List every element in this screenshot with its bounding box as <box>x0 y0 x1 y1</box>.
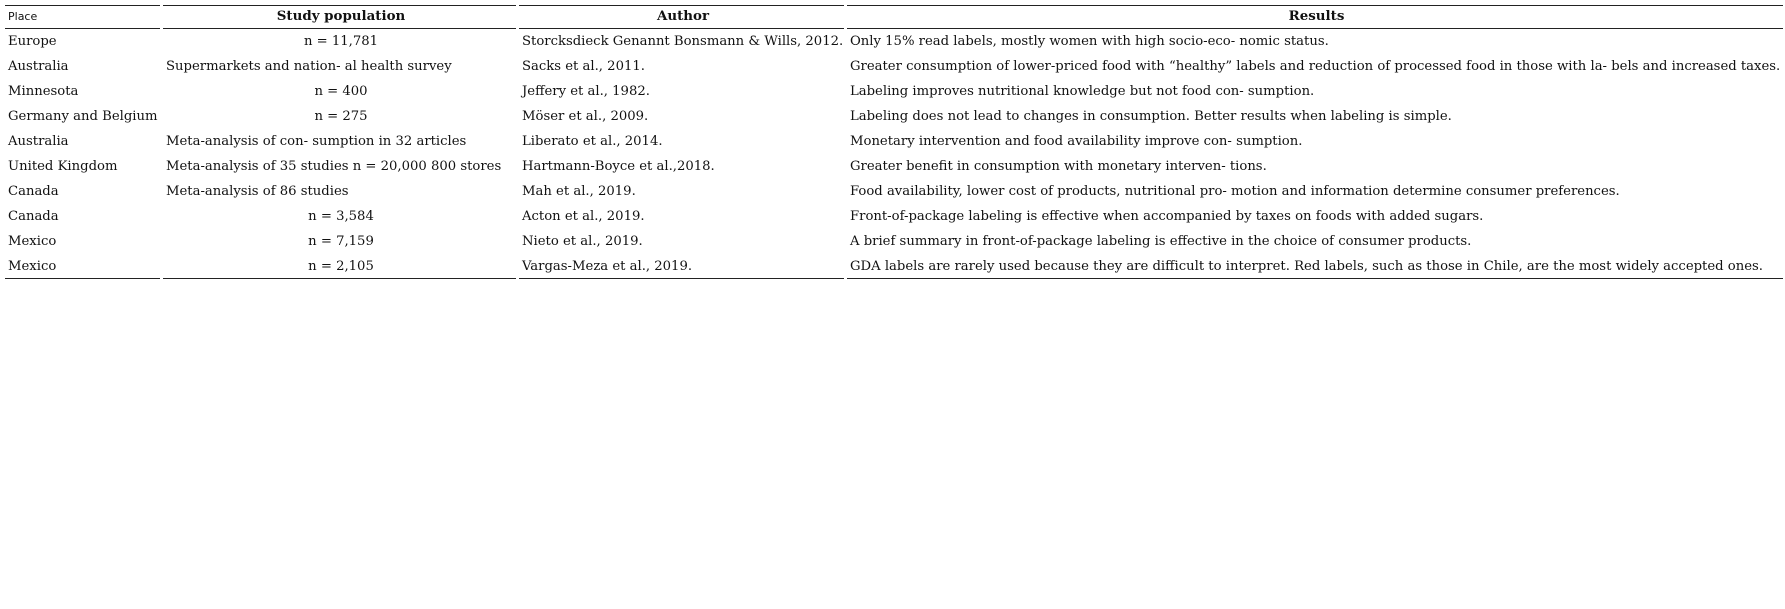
table-row <box>5 179 1783 204</box>
cell-place: Europe <box>8 34 57 49</box>
cell-place: Mexico <box>8 234 57 249</box>
table-header-row <box>5 5 1783 29</box>
cell-author: Liberato et al., 2014. <box>522 134 663 149</box>
cell-author: Storcksdieck Genannt Bonsmann & Wills, 2012. <box>522 34 844 49</box>
cell-results: GDA labels are rarely used because they are difficult to interpret. Red labels, such as those in Chile, are the most widely accepted ones. <box>847 254 1783 279</box>
header-results: Results <box>847 5 1783 29</box>
table-row <box>5 204 1783 229</box>
cell-results: Labeling does not lead to changes in consumption. Better results when labeling is simple. <box>850 109 1452 124</box>
cell-place: Australia <box>8 134 69 149</box>
cell-author: Nieto et al., 2019. <box>522 234 643 249</box>
cell-results: A brief summary in front-of-package labeling is effective in the choice of consumer products. <box>850 234 1472 249</box>
cell-results: Front-of-package labeling is effective when accompanied by taxes on foods with added sugars. <box>850 209 1484 224</box>
table-row <box>5 254 1783 279</box>
cell-place: Mexico <box>5 254 160 279</box>
table-row <box>5 129 1783 154</box>
cell-population: n = 275 <box>314 109 368 124</box>
cell-results: Monetary intervention and food availability improve con- sumption. <box>850 134 1303 149</box>
cell-population: Meta-analysis of 86 studies <box>166 184 349 199</box>
cell-author: Vargas-Meza et al., 2019. <box>519 254 844 279</box>
cell-results: Food availability, lower cost of products, nutritional pro- motion and information determine consumer preferences. <box>850 184 1620 199</box>
header-place: Place <box>5 5 160 29</box>
cell-author: Mah et al., 2019. <box>522 184 636 199</box>
cell-place: Australia <box>8 59 69 74</box>
cell-population: n = 11,781 <box>303 34 379 49</box>
cell-place: United Kingdom <box>8 159 118 174</box>
cell-place: Canada <box>8 209 59 224</box>
cell-author: Acton et al., 2019. <box>522 209 645 224</box>
studies-table <box>5 5 1783 279</box>
cell-place: Minnesota <box>8 84 79 99</box>
cell-results: Greater benefit in consumption with monetary interven- tions. <box>850 159 1267 174</box>
cell-place: Canada <box>8 184 59 199</box>
cell-author: Möser et al., 2009. <box>522 109 649 124</box>
cell-population: n = 400 <box>314 84 368 99</box>
cell-author: Jeffery et al., 1982. <box>522 84 650 99</box>
cell-author: Hartmann-Boyce et al.,2018. <box>522 159 715 174</box>
header-study-population: Study population <box>163 5 516 29</box>
table-row <box>5 54 1783 79</box>
cell-population: Meta-analysis of con- sumption in 32 articles <box>166 134 467 149</box>
cell-population: Supermarkets and nation- al health survey <box>166 59 452 74</box>
table-row <box>5 154 1783 179</box>
cell-population: n = 7,159 <box>308 234 374 249</box>
table-row <box>5 29 1783 54</box>
cell-results: Greater consumption of lower-priced food with “healthy” labels and reduction of processed food in those with la- bels and increased taxes. <box>850 59 1781 74</box>
table-row <box>5 229 1783 254</box>
cell-results: Only 15% read labels, mostly women with high socio-eco- nomic status. <box>850 34 1329 49</box>
cell-place: Germany and Belgium <box>8 109 158 124</box>
header-author: Author <box>519 5 844 29</box>
cell-population: n = 2,105 <box>163 254 516 279</box>
table-row <box>5 79 1783 104</box>
cell-author: Sacks et al., 2011. <box>522 59 645 74</box>
cell-population: n = 3,584 <box>308 209 374 224</box>
cell-population: Meta-analysis of 35 studies n = 20,000 800 stores <box>166 159 502 174</box>
cell-results: Labeling improves nutritional knowledge but not food con- sumption. <box>850 84 1315 99</box>
table-row <box>5 104 1783 129</box>
